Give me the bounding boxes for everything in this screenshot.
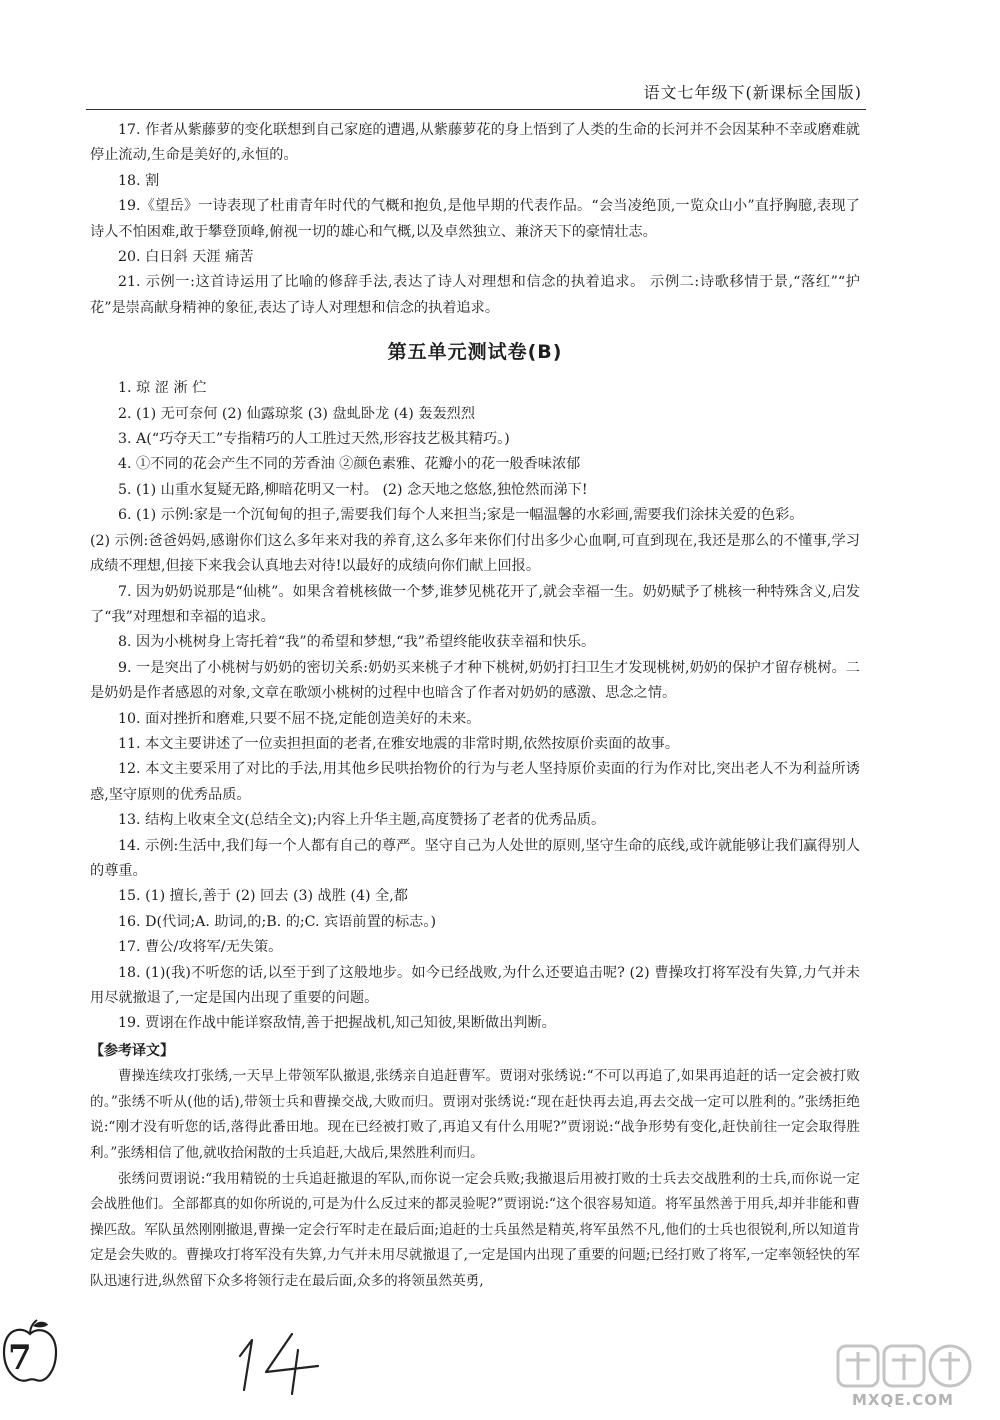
answer-item: (2) 示例:爸爸妈妈,感谢你们这么多年来对我的养育,这么多年来你们付出多少心血啊,可直到现在,我还是那么的不懂事,学习成绩不理想,但接下来我会认真地去对待!以最好的成绩向你们献上回报。 [90, 532, 860, 575]
answer-item: 2. (1) 无可奈何 (2) 仙露琼浆 (3) 盘虬卧龙 (4) 轰轰烈烈 [118, 405, 476, 422]
header-rule [86, 109, 866, 110]
reference-translation-heading: 【参考译文】 [90, 1042, 174, 1059]
answer-item: 7. 因为奶奶说那是“仙桃”。如果含着桃核做一个梦,谁梦见桃花开了,就会幸福一生。奶奶赋予了桃核一种特殊含义,启发了“我”对理想和幸福的追求。 [90, 583, 860, 625]
answer-item: 3. A(“巧夺天工”专指精巧的人工胜过天然,形容技艺极其精巧。) [118, 431, 510, 448]
answer-item: 19. 贾诩在作战中能详察敌情,善于把握战机,知己知彼,果断做出判断。 [118, 1015, 556, 1032]
answer-item: 10. 面对挫折和磨难,只要不屈不挠,定能创造美好的未来。 [118, 710, 481, 727]
page-header: 语文七年级下(新课标全国版) [643, 83, 862, 102]
answer-item: 9. 一是突出了小桃树与奶奶的密切关系:奶奶买来桃子才种下桃树,奶奶打扫卫生才发现桃树,奶奶的保护才留存桃树。二是奶奶是作者感恩的对象,文章在歌颂小桃树的过程中也暗含了作者对奶奶的感激、思念之情。 [90, 659, 860, 702]
answer-item: 1. 琼 涩 淅 伫 [118, 380, 207, 397]
answer-item: 18. (1)(我)不听您的话,以至于到了这般地步。如今已经战败,为什么还要追击呢? (2) 曹操攻打将军没有失算,力气并未用尽就撤退了,一定是国内出现了重要的问题。 [90, 964, 860, 1006]
answer-item: 17. 曹公/攻将军/无失策。 [118, 939, 283, 956]
answer-item: 5. (1) 山重水复疑无路,柳暗花明又一村。 (2) 念天地之悠悠,独怆然而涕下! [118, 481, 588, 498]
answer-item: 4. ①不同的花会产生不同的芳香油 ②颜色素雅、花瓣小的花一般香味浓郁 [118, 456, 581, 473]
page-content [90, 118, 860, 1295]
answer-17: 17. 作者从紫藤萝的变化联想到自己家庭的遭遇,从紫藤萝花的身上悟到了人类的生命的长河并不会因某种不幸或磨难就停止流动,生命是美好的,永恒的。 [90, 122, 860, 164]
answer-item: 8. 因为小桃树身上寄托着“我”的希望和梦想,“我”希望终能收获幸福和快乐。 [118, 634, 596, 651]
answer-item: 6. (1) 示例:家是一个沉甸甸的担子,需要我们每个人来担当;家是一幅温馨的水彩画,需要我们涂抹关爱的色彩。 [118, 507, 804, 524]
answer-item: 14. 示例:生活中,我们每一个人都有自己的尊严。坚守自己为人处世的原则,坚守生命的底线,或许就能够让我们赢得别人的尊重。 [90, 837, 860, 879]
section-title: 第五单元测试卷(B) [387, 341, 563, 364]
handwritten-note [232, 1328, 342, 1398]
answer-18: 18. 割 [118, 172, 160, 189]
answer-item: 11. 本文主要讲述了一位卖担担面的老者,在雅安地震的非常时期,依然按原价卖面的故事。 [118, 735, 680, 752]
answer-item: 15. (1) 擅长,善于 (2) 回去 (3) 战胜 (4) 全,都 [118, 888, 408, 905]
watermark-text: MXQE.COM [852, 1391, 954, 1409]
answer-item: 12. 本文主要采用了对比的手法,用其他乡民哄抬物价的行为与老人坚持原价卖面的行为作对比,突出老人不为利益所诱惑,坚守原则的优秀品质。 [90, 761, 860, 803]
page-number: 7 [8, 1338, 32, 1378]
answer-21: 21. 示例一:这首诗运用了比喻的修辞手法,表达了诗人对理想和信念的执着追求。 示例二:诗歌移情于景,“落红”“护花”是崇高献身精神的象征,表达了诗人对理想和信念的执着追求。 [90, 274, 860, 316]
answer-item: 16. D(代词;A. 助词,的;B. 的;C. 宾语前置的标志。) [118, 913, 436, 930]
answer-19: 19.《望岳》一诗表现了杜甫青年时代的气概和抱负,是他早期的代表作品。“会当凌绝顶,一览众山小”直抒胸臆,表现了诗人不怕困难,敢于攀登顶峰,俯视一切的雄心和气概,以及卓然独立、兼济天下的豪情壮志。 [90, 198, 860, 240]
translation-paragraph: 曹操连续攻打张绣,一天早上带领军队撤退,张绣亲自追赶曹军。贾诩对张绣说:“不可以再追了,如果再追赶的话一定会被打败的。”张绣不听从(他的话),带领士兵和曹操交战,大败而归。贾诩对张绣说:“现在赶快再去追,再去交战一定可以胜利的。”张绣拒绝说:“刚才没有听您的话,落得此番田地。现在已经被打败了,再追又有什么用呢?”贾诩说:“战争形势有变化,赶快前往一定会取得胜利。”张绣相信了他,就收拾闲散的士兵追赶,大战后,果然胜利而归。 [90, 1068, 860, 1161]
translation-paragraph: 张绣问贾诩说:“我用精锐的士兵追赶撤退的军队,而你说一定会兵败;我撤退后用被打败的士兵去交战胜利的士兵,而你说一定会战胜他们。全部都真的如你所说的,可是为什么反过来的都灵验呢?”贾诩说:“这个很容易知道。将军虽然善于用兵,却并非能和曹操匹敌。军队虽然刚刚撤退,曹操一定会行军时走在最后面;追赶的士兵虽然是精英,将军虽然不凡,他们的士兵也很锐利,所以知道肯定是会失败的。曹操攻打将军没有失算,力气并未用尽就撤退了,一定是国内出现了重要的问题;已经打败了将军,一定率领轻快的军队迅速行进,纵然留下众多将领行走在最后面,众多的将领虽然英勇, [90, 1170, 860, 1289]
answer-20: 20. 白日斜 天涯 痛苦 [118, 249, 254, 266]
answer-item: 13. 结构上收束全文(总结全文);内容上升华主题,高度赞扬了老者的优秀品质。 [118, 812, 606, 829]
